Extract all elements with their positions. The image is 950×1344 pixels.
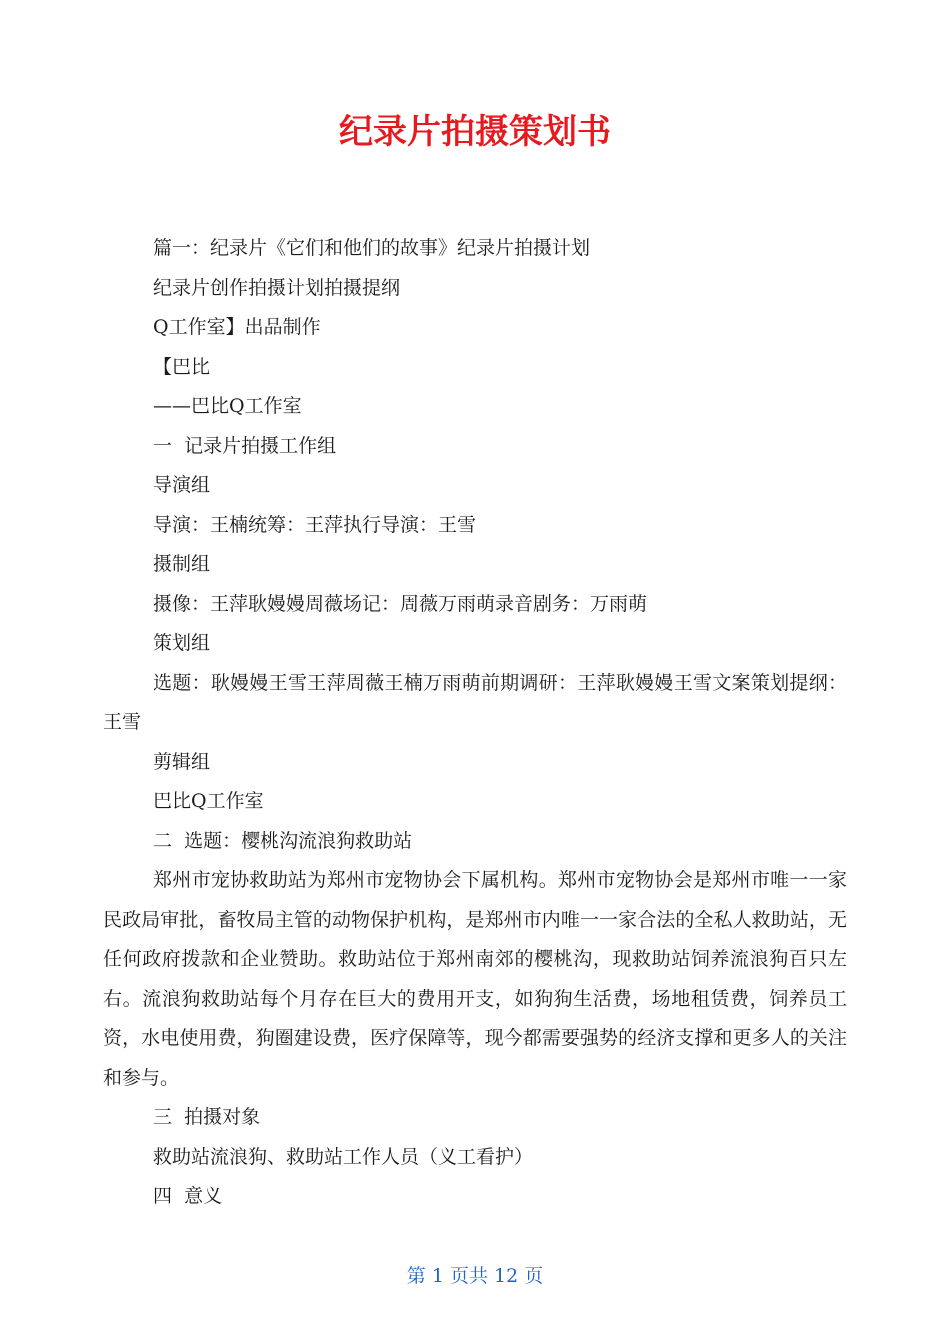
document-body: [103, 229, 847, 1217]
subsection-filming-group: 摄制组: [153, 553, 211, 575]
paragraph-studio-signature: ——巴比Q工作室: [153, 395, 302, 417]
section-heading-topic: 二 选题：樱桃沟流浪狗救助站: [153, 829, 413, 852]
page-number-footer: 第 1 页共 12 页: [406, 1265, 544, 1287]
subsection-directing-group: 导演组: [153, 474, 211, 496]
paragraph-directing-members: 导演：王楠统筹：王萍执行导演：王雪: [153, 513, 477, 536]
section-heading-subjects: 三 拍摄对象: [153, 1106, 261, 1128]
subsection-planning-group: 策划组: [153, 632, 211, 654]
paragraph-planning-members: 选题：耿嫚嫚王雪王萍周薇王楠万雨萌前期调研：王萍耿嫚嫚王雪文案策划提纲：王雪: [103, 671, 847, 733]
paragraph-topic-description: 郑州市宠协救助站为郑州市宠物协会下属机构。郑州市宠物协会是郑州市唯一一家民政局审批，畜牧局主管的动物保护机构，是郑州市内唯一一家合法的全私人救助站，无任何政府拨款和企业赞助。救助站位于郑州南郊的樱桃沟，现救助站饲养流浪狗百只左右。流浪狗救助站每个月存在巨大的费用开支，如狗狗生活费，场地租赁费，饲养员工资，水电使用费，狗圈建设费，医疗保障等，现今都需要强势的经济支撑和更多人的关注和参与。: [103, 869, 847, 1089]
section-heading-crew: 一 记录片拍摄工作组: [153, 434, 337, 457]
paragraph-studio-bracket: 【巴比: [153, 355, 211, 378]
paragraph-producer: Q工作室】出品制作: [153, 316, 321, 338]
paragraph-outline-title: 纪录片创作拍摄计划拍摄提纲: [153, 276, 401, 299]
paragraph-editing-members: 巴比Q工作室: [153, 790, 264, 812]
paragraph-chapter-heading: 篇一：纪录片《它们和他们的故事》纪录片拍摄计划: [153, 237, 591, 259]
subsection-editing-group: 剪辑组: [153, 750, 211, 773]
document-title: 纪录片拍摄策划书: [339, 112, 611, 152]
paragraph-filming-members: 摄像：王萍耿嫚嫚周薇场记：周薇万雨萌录音剧务：万雨萌: [153, 592, 648, 615]
section-heading-significance: 四 意义: [153, 1185, 223, 1207]
paragraph-subjects: 救助站流浪狗、救助站工作人员（义工看护）: [153, 1145, 534, 1168]
